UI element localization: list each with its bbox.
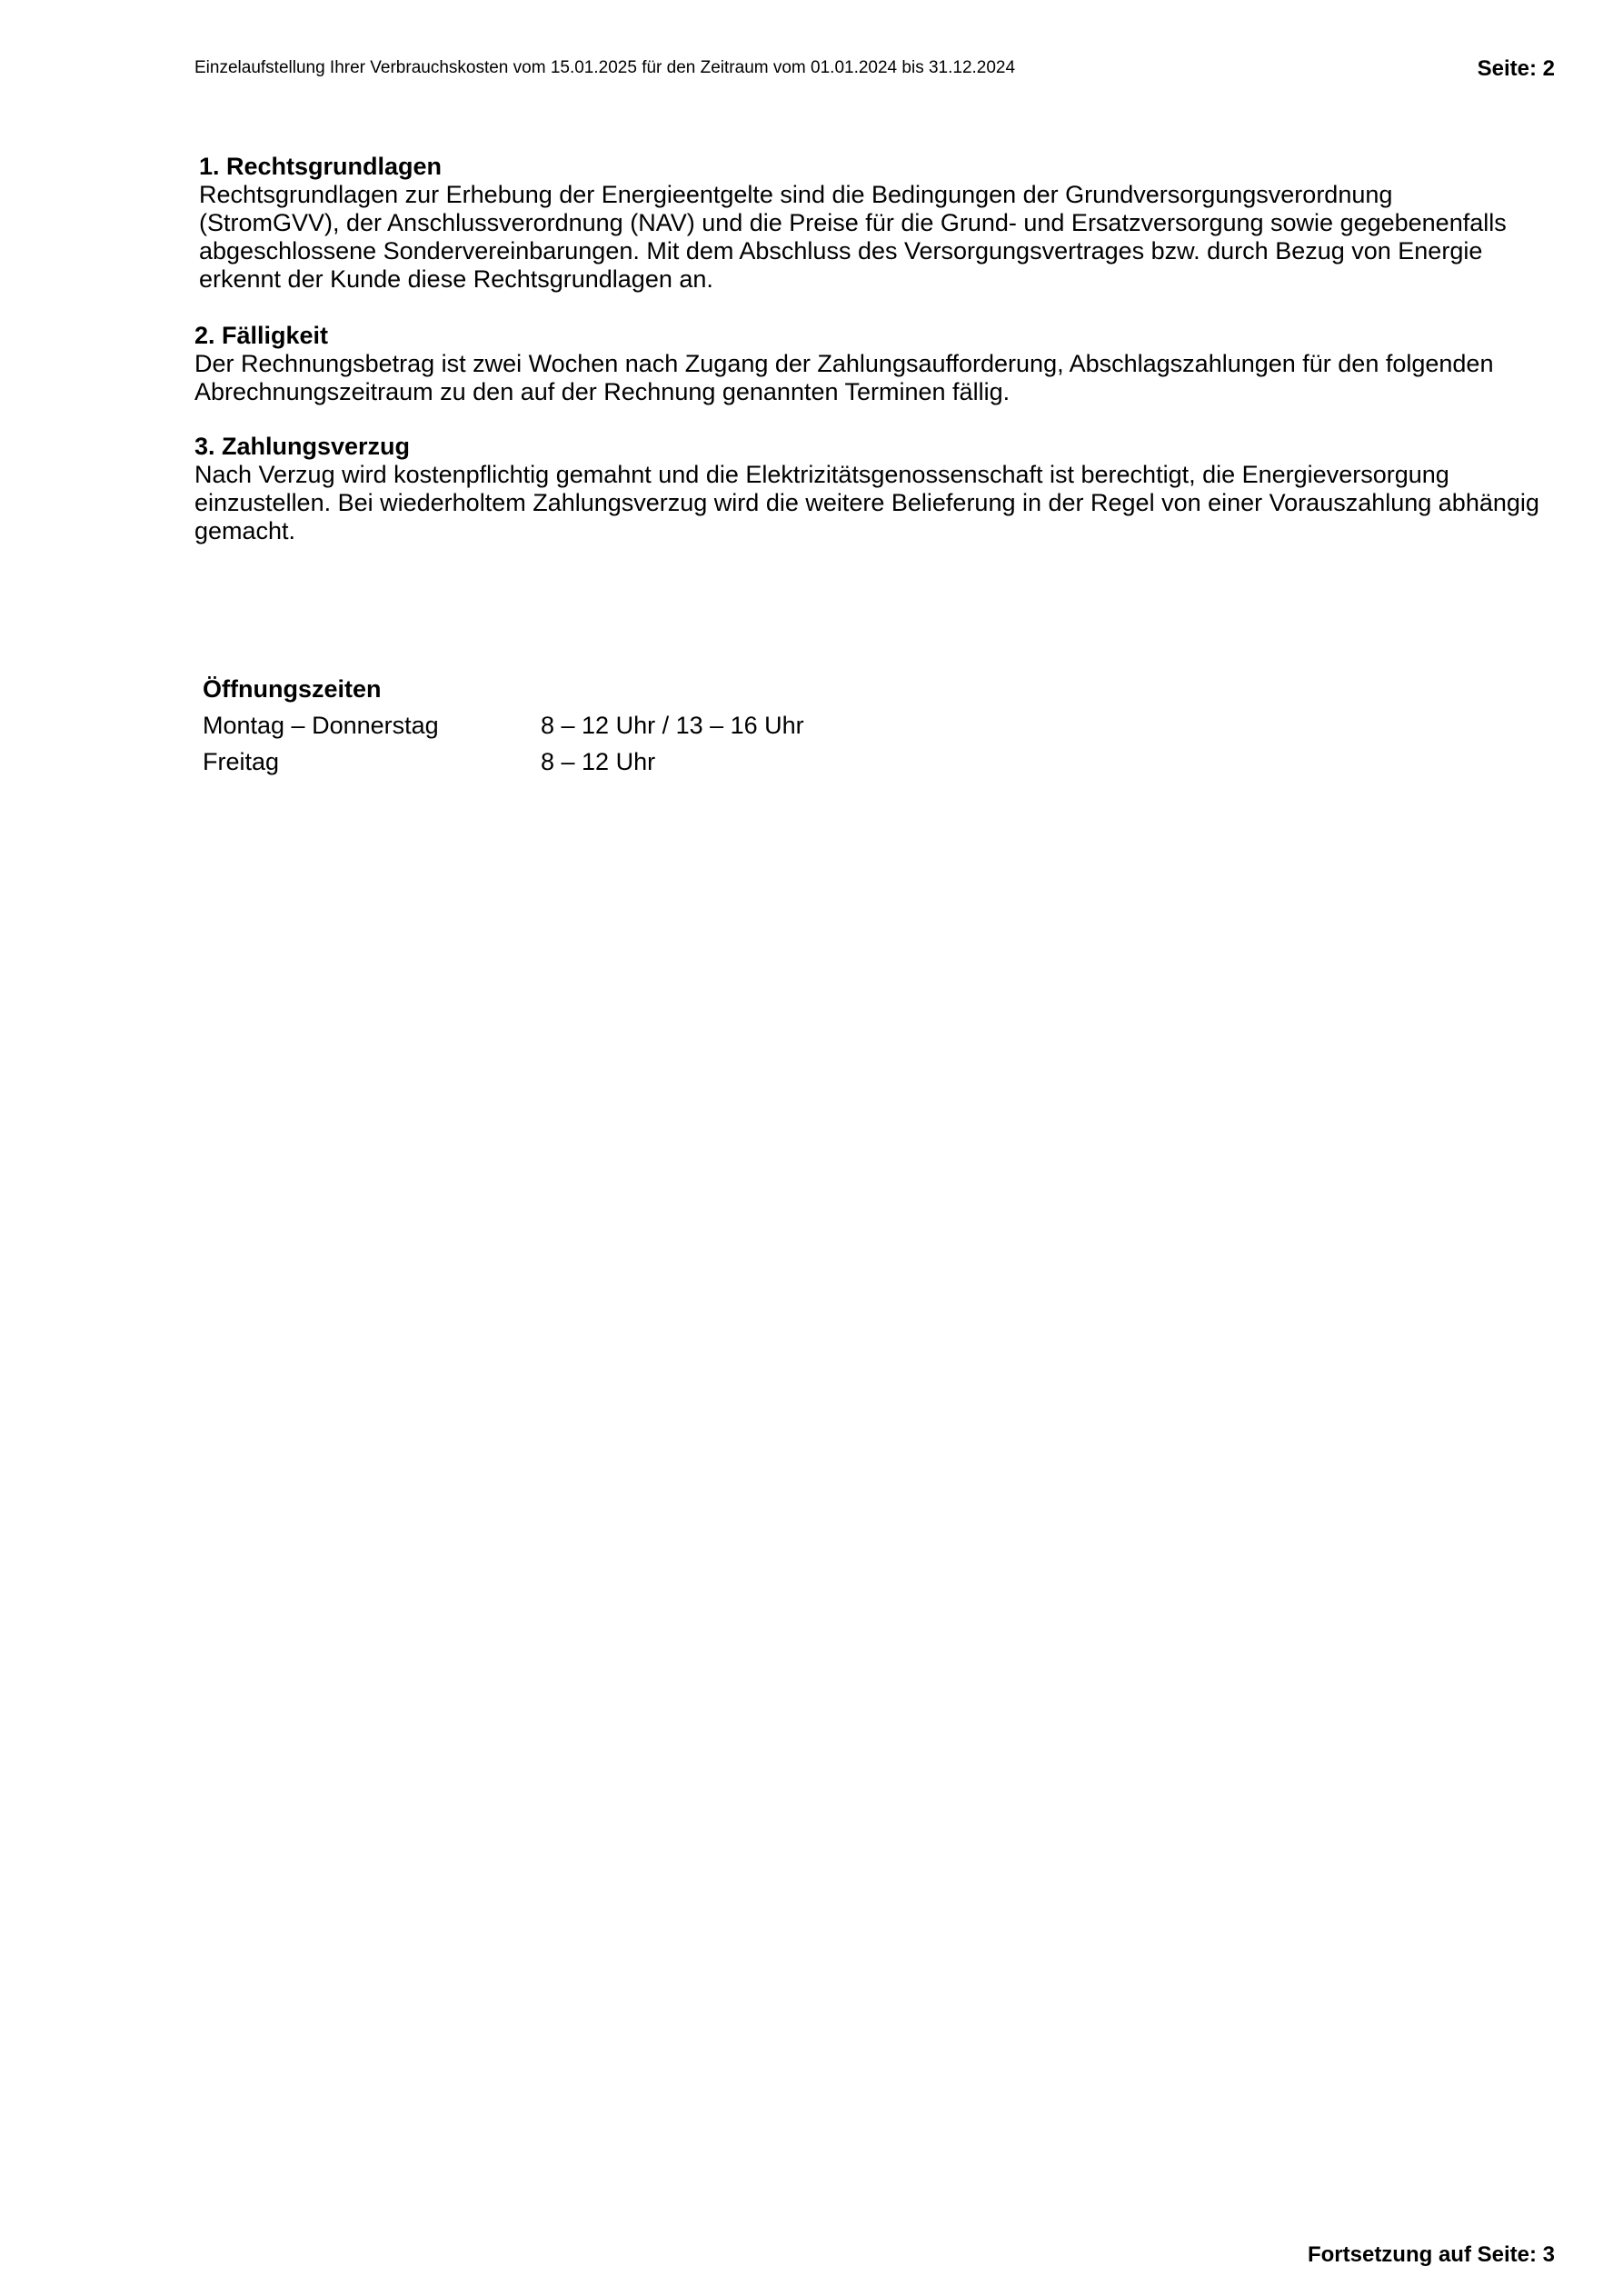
- section-line: einzustellen. Bei wiederholtem Zahlungsverzug wird die weitere Belieferung in der Regel von einer Vorauszahlung abhängig: [194, 489, 1539, 516]
- section-rechtsgrundlagen: [199, 153, 1562, 294]
- continuation-note: Fortsetzung auf Seite: 3: [1307, 2242, 1555, 2267]
- section-heading: 1. Rechtsgrundlagen: [199, 153, 443, 180]
- section-zahlungsverzug: [194, 433, 1558, 545]
- section-line: gemacht.: [194, 517, 296, 544]
- opening-hours-title: Öffnungszeiten: [203, 675, 382, 703]
- section-line: Abrechnungszeitraum zu den auf der Rechnung genannten Terminen fällig.: [194, 378, 1011, 405]
- opening-hours: [203, 671, 804, 780]
- page-number: Seite: 2: [1477, 56, 1555, 81]
- section-line: Der Rechnungsbetrag ist zwei Wochen nach Zugang der Zahlungsaufforderung, Abschlagszahlungen für den folgenden: [194, 350, 1494, 377]
- section-faelligkeit: [194, 322, 1558, 406]
- opening-hours-row: [203, 707, 804, 744]
- opening-hours-time: 8 – 12 Uhr / 13 – 16 Uhr: [541, 712, 804, 739]
- opening-hours-row: [203, 744, 804, 780]
- section-heading: 3. Zahlungsverzug: [194, 433, 411, 460]
- opening-hours-time: 8 – 12 Uhr: [541, 748, 656, 775]
- section-line: Nach Verzug wird kostenpflichtig gemahnt und die Elektrizitätsgenossenschaft ist berechtigt, die Energieversorgung: [194, 461, 1449, 488]
- section-line: Rechtsgrundlagen zur Erhebung der Energieentgelte sind die Bedingungen der Grundversorgungsverordnung: [199, 181, 1393, 208]
- section-line: (StromGVV), der Anschlussverordnung (NAV) und die Preise für die Grund- und Ersatzversorgung sowie gegebenenfalls: [199, 209, 1507, 236]
- document-header: Einzelaufstellung Ihrer Verbrauchskosten vom 15.01.2025 für den Zeitraum vom 01.01.2024 bis 31.12.2024: [194, 58, 1016, 77]
- section-line: erkennt der Kunde diese Rechtsgrundlagen an.: [199, 265, 713, 293]
- section-line: abgeschlossene Sondervereinbarungen. Mit dem Abschluss des Versorgungsvertrages bzw. durch Bezug von Energie: [199, 237, 1483, 265]
- section-heading: 2. Fälligkeit: [194, 322, 329, 349]
- opening-hours-day: Montag – Donnerstag: [203, 712, 439, 739]
- opening-hours-day: Freitag: [203, 748, 280, 775]
